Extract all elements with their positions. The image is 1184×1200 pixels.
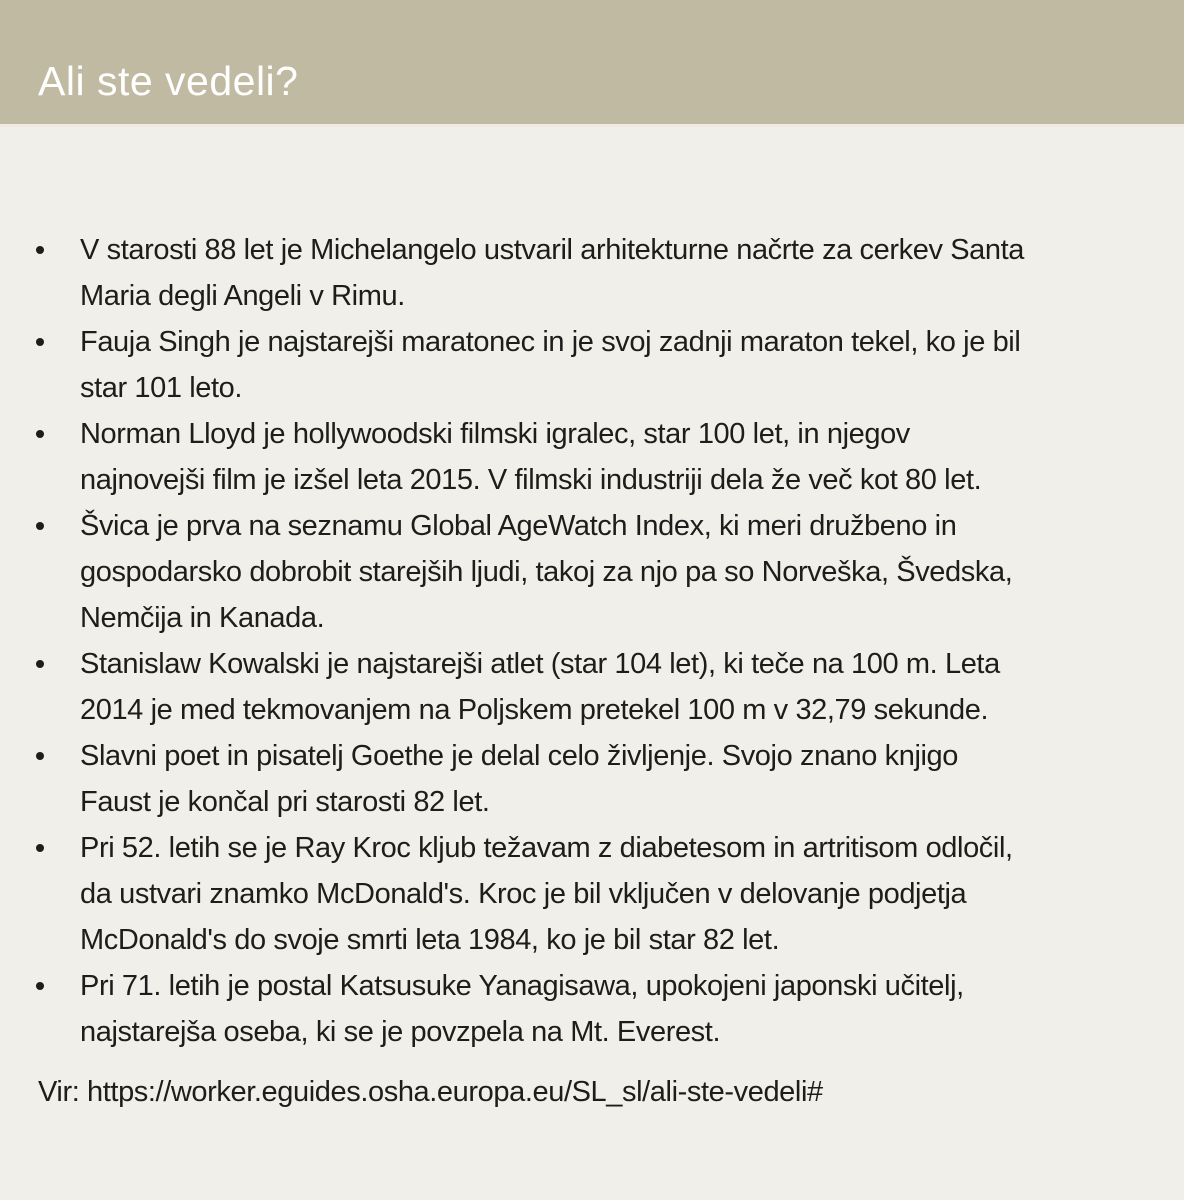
bullet-icon bbox=[36, 246, 44, 254]
list-item bbox=[0, 503, 1184, 641]
list-item bbox=[0, 963, 1184, 1055]
fact-text: Pri 71. letih je postal Katsusuke Yanagisawa, upokojeni japonski učitelj, najstarejša oseba, ki se je povzpela na Mt. Everest. bbox=[80, 970, 964, 1048]
fact-text: Fauja Singh je najstarejši maratonec in je svoj zadnji maraton tekel, ko je bil star 101 leto. bbox=[80, 326, 1021, 404]
content-area bbox=[0, 124, 1184, 1115]
bullet-icon bbox=[36, 430, 44, 438]
list-item bbox=[0, 733, 1184, 825]
fact-text: Norman Lloyd je hollywoodski filmski igralec, star 100 let, in njegov najnovejši film je izšel leta 2015. V filmski industriji dela že več kot 80 let. bbox=[80, 418, 982, 496]
list-item bbox=[0, 825, 1184, 963]
fact-text: Pri 52. letih se je Ray Kroc kljub težavam z diabetesom in artritisom odločil, da ustvari znamko McDonald's. Kroc je bil vključen v delovanje podjetja McDonald's do svoje smrti leta 1984, ko je bil star 82 let. bbox=[80, 832, 1013, 956]
bullet-icon bbox=[36, 844, 44, 852]
bullet-icon bbox=[36, 982, 44, 990]
source-line: Vir: https://worker.eguides.osha.europa.eu/SL_sl/ali-ste-vedeli# bbox=[38, 1076, 823, 1108]
list-item bbox=[0, 641, 1184, 733]
header-band bbox=[0, 0, 1184, 124]
page-title: Ali ste vedeli? bbox=[38, 58, 299, 104]
fact-text: V starosti 88 let je Michelangelo ustvaril arhitekturne načrte za cerkev Santa Maria degli Angeli v Rimu. bbox=[80, 234, 1025, 312]
fact-text: Slavni poet in pisatelj Goethe je delal celo življenje. Svojo znano knjigo Faust je končal pri starosti 82 let. bbox=[80, 740, 959, 818]
list-item bbox=[0, 319, 1184, 411]
bullet-icon bbox=[36, 660, 44, 668]
fact-text: Stanislaw Kowalski je najstarejši atlet (star 104 let), ki teče na 100 m. Leta 2014 je med tekmovanjem na Poljskem pretekel 100 m v 32,79 sekunde. bbox=[80, 648, 1000, 726]
bullet-icon bbox=[36, 338, 44, 346]
list-item bbox=[0, 227, 1184, 319]
facts-list bbox=[0, 227, 1184, 1055]
bullet-icon bbox=[36, 752, 44, 760]
bullet-icon bbox=[36, 522, 44, 530]
fact-text: Švica je prva na seznamu Global AgeWatch Index, ki meri družbeno in gospodarsko dobrobit starejših ljudi, takoj za njo pa so Norveška, Švedska, Nemčija in Kanada. bbox=[80, 510, 1013, 634]
list-item bbox=[0, 411, 1184, 503]
